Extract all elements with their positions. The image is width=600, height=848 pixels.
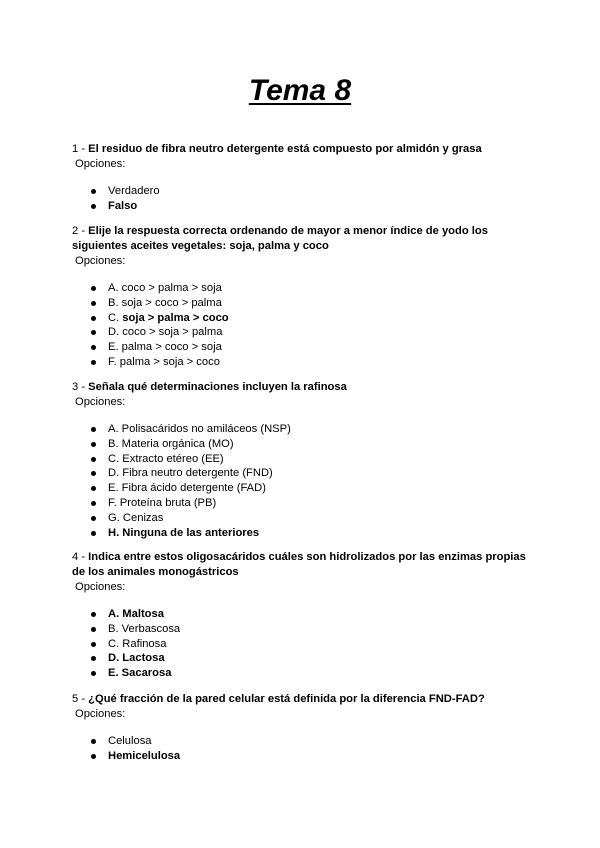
option-item-correct: Hemicelulosa	[72, 749, 528, 764]
option-item: D. coco > soja > palma	[72, 325, 528, 340]
question-5	[72, 692, 528, 764]
option-item: D. Fibra neutro detergente (FND)	[72, 466, 528, 481]
options-label: Opciones:	[75, 581, 126, 593]
options-label: Opciones:	[75, 158, 126, 170]
option-item: A. Polisacáridos no amiláceos (NSP)	[72, 422, 528, 437]
question-1	[72, 142, 528, 214]
options-label: Opciones:	[75, 396, 126, 408]
options-list	[72, 281, 528, 370]
option-item: F. Proteína bruta (PB)	[72, 496, 528, 511]
option-item: B. Materia orgánica (MO)	[72, 437, 528, 452]
option-item: B. Verbascosa	[72, 622, 528, 637]
option-item: C. Extracto etéreo (EE)	[72, 452, 528, 467]
option-item-correct: D. Lactosa	[72, 651, 528, 666]
options-label: Opciones:	[75, 708, 126, 720]
option-item-correct: C. soja > palma > coco	[72, 311, 528, 326]
option-item: C. Rafinosa	[72, 637, 528, 652]
option-item-correct: E. Sacarosa	[72, 666, 528, 681]
question-4	[72, 550, 528, 681]
option-item: B. soja > coco > palma	[72, 296, 528, 311]
question-stem: 2 - Elije la respuesta correcta ordenando de mayor a menor índice de yodo los siguientes aceites vegetales: soja, palma y coco	[72, 225, 488, 252]
options-list	[72, 607, 528, 681]
question-stem: 5 - ¿Qué fracción de la pared celular está definida por la diferencia FND-FAD?	[72, 693, 485, 705]
option-item: Celulosa	[72, 734, 528, 749]
option-item: Verdadero	[72, 184, 528, 199]
option-item: F. palma > soja > coco	[72, 355, 528, 370]
options-list	[72, 184, 528, 214]
question-stem: 1 - El residuo de fibra neutro detergente está compuesto por almidón y grasa	[72, 143, 482, 155]
question-stem: 3 - Señala qué determinaciones incluyen la rafinosa	[72, 381, 347, 393]
option-item: A. coco > palma > soja	[72, 281, 528, 296]
option-item: E. Fibra ácido detergente (FAD)	[72, 481, 528, 496]
options-list	[72, 422, 528, 540]
question-3	[72, 380, 528, 540]
option-item-correct: Falso	[72, 199, 528, 214]
option-item: E. palma > coco > soja	[72, 340, 528, 355]
option-item-correct: H. Ninguna de las anteriores	[72, 526, 528, 541]
option-item-correct: A. Maltosa	[72, 607, 528, 622]
options-list	[72, 734, 528, 764]
question-stem: 4 - Indica entre estos oligosacáridos cuáles son hidrolizados por las enzimas propias de los animales monogástricos	[72, 551, 526, 578]
question-2	[72, 224, 528, 370]
option-item: G. Cenizas	[72, 511, 528, 526]
options-label: Opciones:	[75, 255, 126, 267]
page-title: Tema 8	[248, 74, 352, 107]
